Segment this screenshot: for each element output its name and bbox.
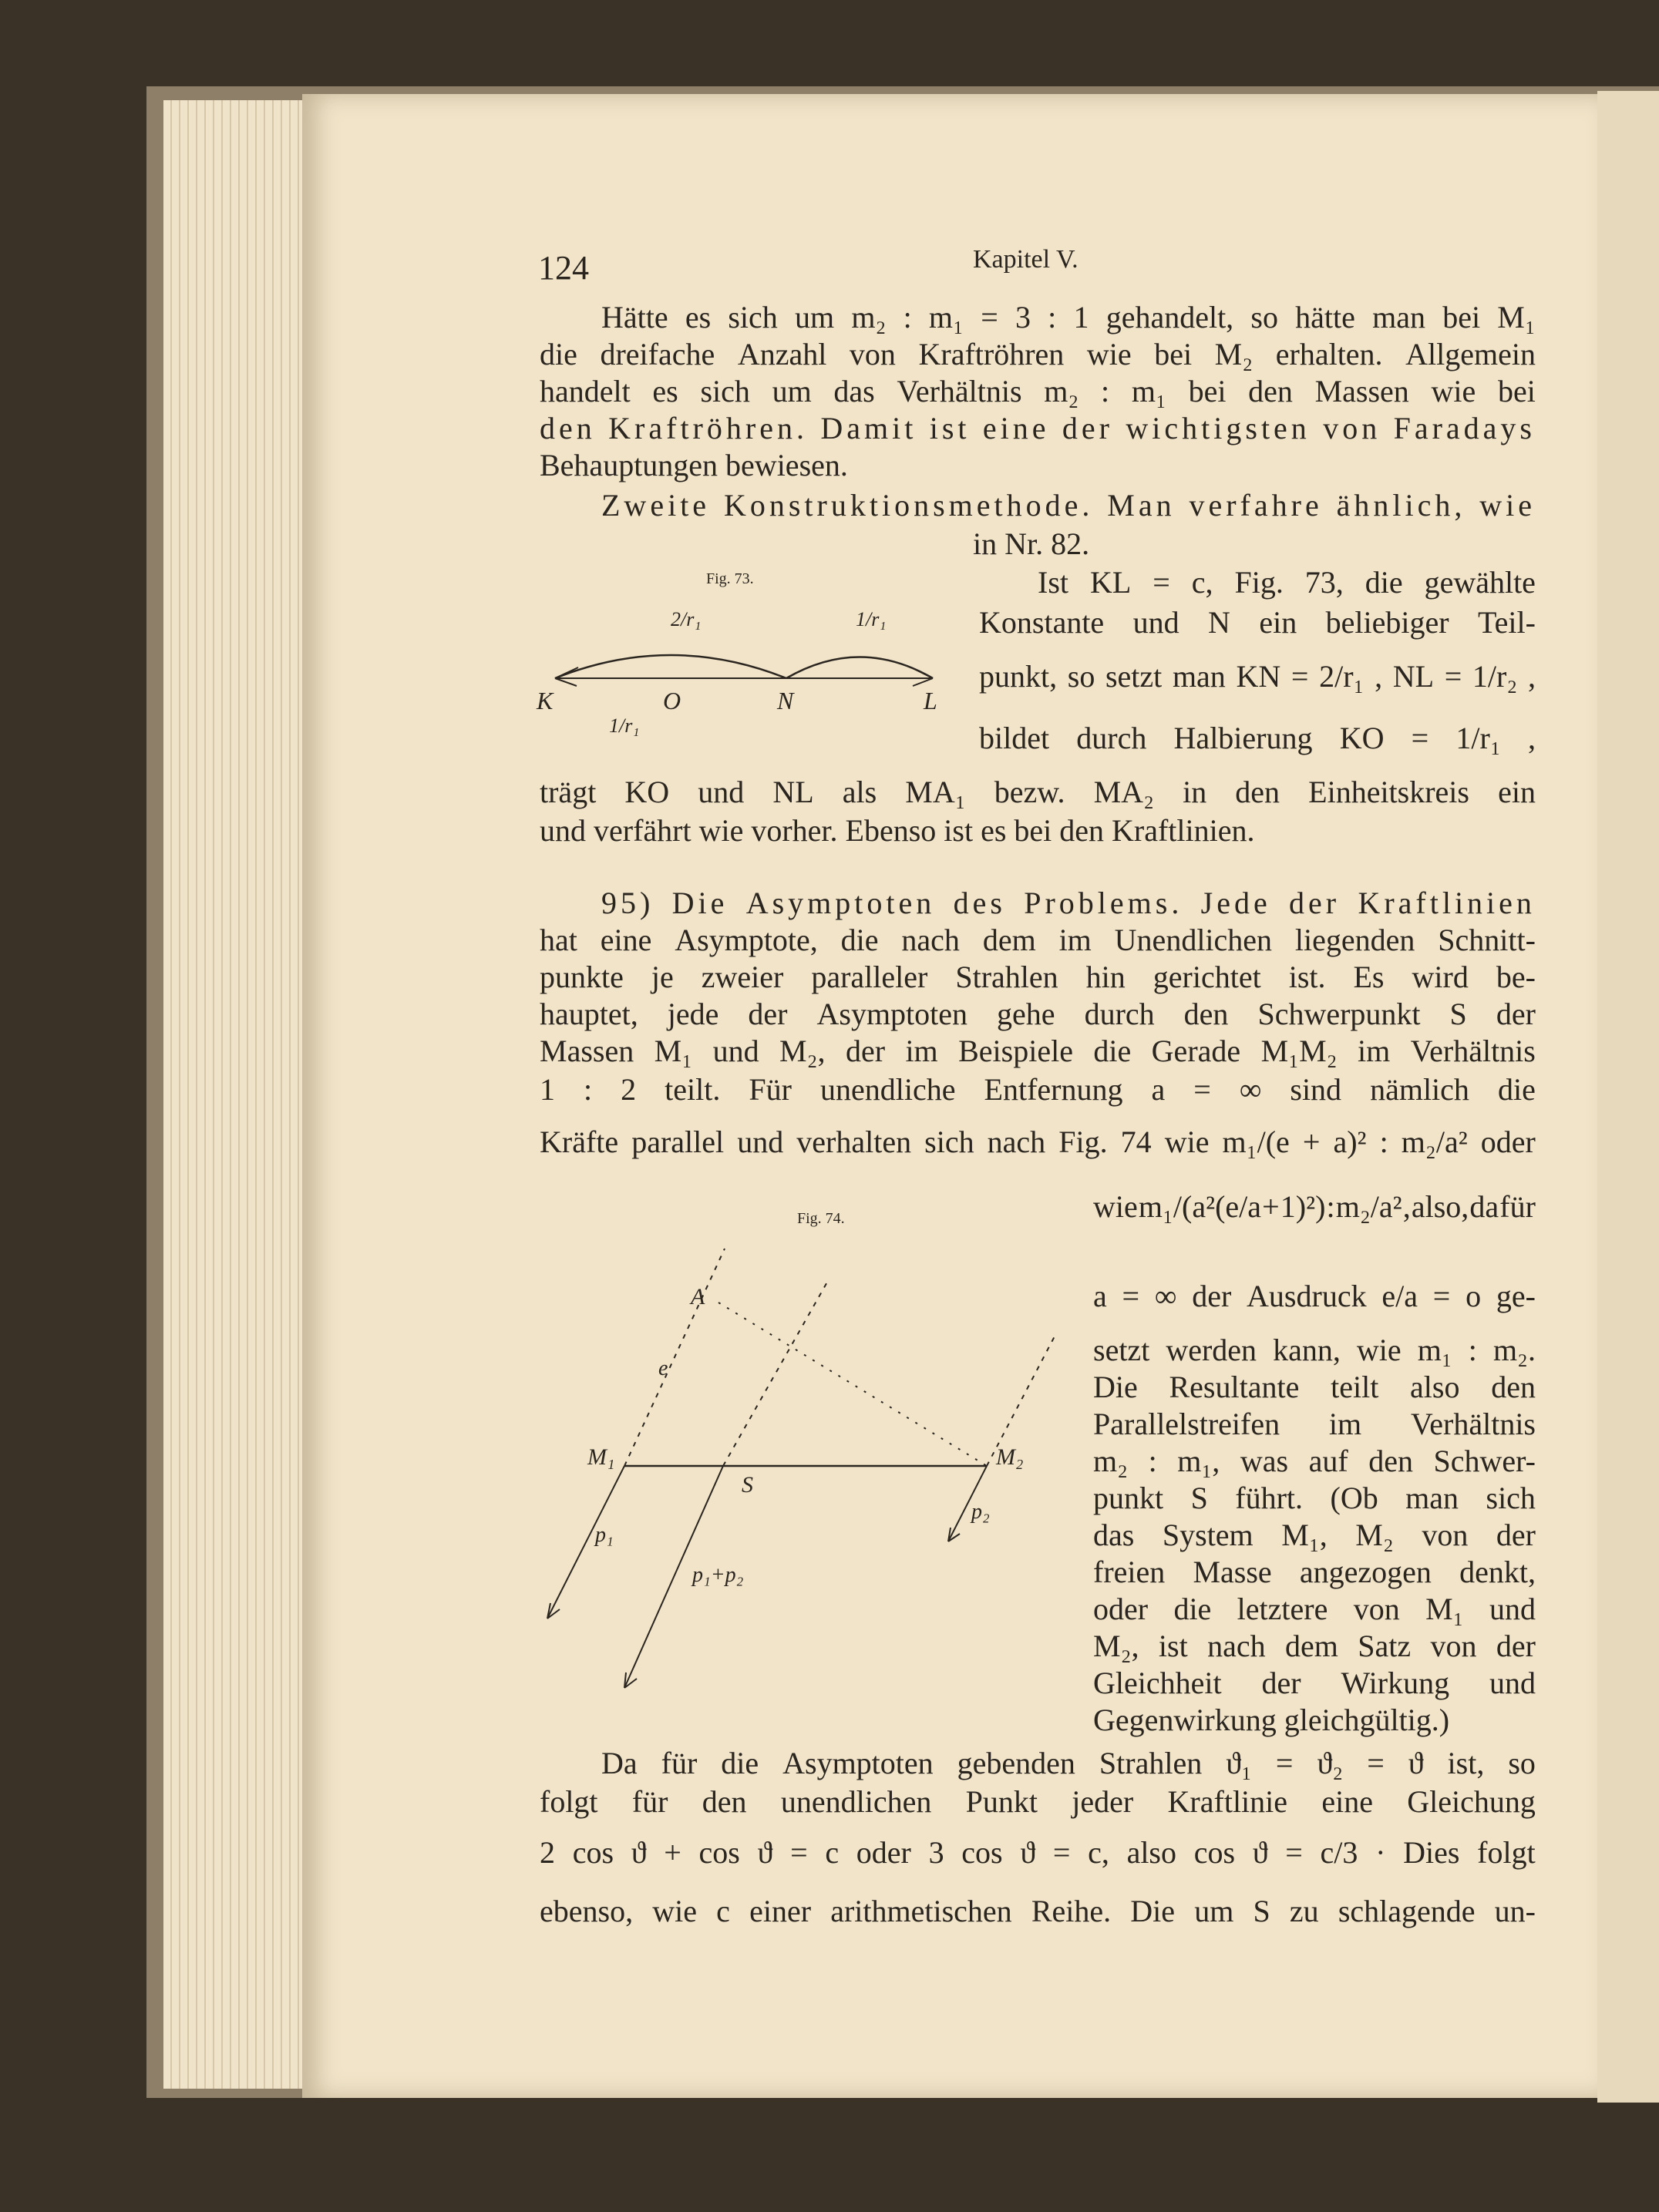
text-line: Ist KL = c, Fig. 73, die gewählte <box>1038 565 1536 600</box>
page-edges <box>163 100 310 2089</box>
text-line: das System M₁, M₂ von der <box>1093 1518 1536 1552</box>
fig73-arrow-right <box>911 667 933 686</box>
text-line: punkte je zweier paralleler Strahlen hin gerichtet ist. Es wird be- <box>540 960 1536 994</box>
fig73-label-top-right: 1/r₁ <box>856 608 887 630</box>
fig74-label-p1p2: p₁+p₂ <box>692 1563 744 1587</box>
fig73-label-top-left: 2/r₁ <box>671 608 702 630</box>
text-line: handelt es sich um das Verhältnis m₂ : m₁ bei den Massen wie bei <box>540 374 1536 408</box>
text-line: hat eine Asymptote, die nach dem im Unendlichen liegenden Schnitt- <box>540 923 1536 957</box>
fig74-dashed-AM2 <box>718 1303 987 1466</box>
text-line: ebenso, wie c einer arithmetischen Reihe. Die um S zu schlagende un- <box>540 1894 1536 1928</box>
text-line: M₂, ist nach dem Satz von der <box>1093 1629 1536 1663</box>
text-line: und verfährt wie vorher. Ebenso ist es bei den Kraftlinien. <box>540 813 1255 848</box>
text-line: Massen M₁ und M₂, der im Beispiele die Gerade M₁M₂ im Verhältnis <box>540 1034 1536 1068</box>
text-line: 2 cos ϑ + cos ϑ = c oder 3 cos ϑ = c, also cos ϑ = c/3 · Dies folgt <box>540 1835 1536 1870</box>
fig73-caption: Fig. 73. <box>706 570 754 587</box>
text-line: oder die letztere von M₁ und <box>1093 1592 1536 1626</box>
fig74-label-M2: M₂ <box>996 1444 1024 1470</box>
text-line: Behauptungen bewiesen. <box>540 448 848 482</box>
next-page-edge <box>1597 91 1659 2103</box>
text-line: Parallelstreifen im Verhältnis <box>1093 1407 1536 1441</box>
text-line: Da für die Asymptoten gebenden Strahlen ϑ₁ = ϑ₂ = ϑ ist, so <box>601 1746 1536 1780</box>
text-line: in Nr. 82. <box>973 526 1090 561</box>
text-line: m₂ : m₁, was auf den Schwer- <box>1093 1444 1536 1478</box>
fig74-label-p2: p₂ <box>971 1500 990 1524</box>
fig73-arc-right <box>786 657 933 679</box>
fig74-caption: Fig. 74. <box>797 1210 845 1227</box>
text-line: Gleichheit der Wirkung und <box>1093 1666 1536 1700</box>
text-line: setzt werden kann, wie m₁ : m₂. <box>1093 1333 1536 1367</box>
text-line: 1 : 2 teilt. Für unendliche Entfernung a = ∞ sind nämlich die <box>540 1072 1536 1107</box>
text-line: punkt S führt. (Ob man sich <box>1093 1481 1536 1515</box>
fig73-label-K: K <box>537 687 554 714</box>
running-title: Kapitel V. <box>973 245 1079 274</box>
fig74-dashed-center <box>723 1279 829 1466</box>
fig74-label-A: A <box>691 1284 705 1309</box>
text-line: a = ∞ der Ausdruck e/a = o ge- <box>1093 1279 1536 1313</box>
fig73-arc-left <box>555 655 786 678</box>
text-line: hauptet, jede der Asymptoten gehe durch den Schwerpunkt S der <box>540 997 1536 1031</box>
text-line: Gegenwirkung gleichgültig.) <box>1093 1703 1450 1737</box>
text-line: den Kraftröhren. Damit ist eine der wichtigsten von Faradays <box>540 411 1536 445</box>
fig73-diagram <box>532 593 964 771</box>
text-line: freien Masse angezogen denkt, <box>1093 1555 1536 1589</box>
text-line: Konstante und N ein beliebiger Teil- <box>979 605 1536 640</box>
fig74-label-e: e <box>658 1356 668 1380</box>
section-heading: 95) Die Asymptoten des Problems. Jede der Kraftlinien <box>601 886 1536 920</box>
text-line: trägt KO und NL als MA₁ bezw. MA₂ in den Einheitskreis ein <box>540 775 1536 809</box>
page-number: 124 <box>538 249 589 287</box>
fig73-label-bottom: 1/r₁ <box>609 714 640 737</box>
text-line: punkt, so setzt man KN = 2/r₁ , NL = 1/r₂ , <box>979 659 1536 694</box>
fig73-label-L: L <box>924 687 937 714</box>
fig73-label-N: N <box>777 687 794 714</box>
text-line: Hätte es sich um m₂ : m₁ = 3 : 1 gehandelt, so hätte man bei M₁ <box>601 300 1536 334</box>
fig74-dashed-e <box>624 1249 725 1466</box>
text-line: folgt für den unendlichen Punkt jeder Kraftlinie eine Gleichung <box>540 1784 1536 1819</box>
text-line: die dreifache Anzahl von Kraftröhren wie bei M₂ erhalten. Allgemein <box>540 337 1536 371</box>
fig74-label-M1: M₁ <box>587 1444 615 1470</box>
fig73-label-O: O <box>663 687 681 714</box>
text-line: Die Resultante teilt also den <box>1093 1370 1536 1404</box>
text-line: wie m₁/(a²(e/a + 1)²) : m₂/a² , also, da für <box>1093 1189 1536 1224</box>
fig74-diagram <box>540 1233 1079 1719</box>
fig74-label-S: S <box>742 1472 753 1498</box>
text-line: bildet durch Halbierung KO = 1/r₁ , <box>979 721 1536 755</box>
text-line: Zweite Konstruktionsmethode. Man verfahre ähnlich, wie <box>601 488 1536 523</box>
fig74-label-p1: p₁ <box>595 1523 614 1547</box>
text-line: Kräfte parallel und verhalten sich nach Fig. 74 wie m₁/(e + a)² : m₂/a² oder <box>540 1124 1536 1159</box>
